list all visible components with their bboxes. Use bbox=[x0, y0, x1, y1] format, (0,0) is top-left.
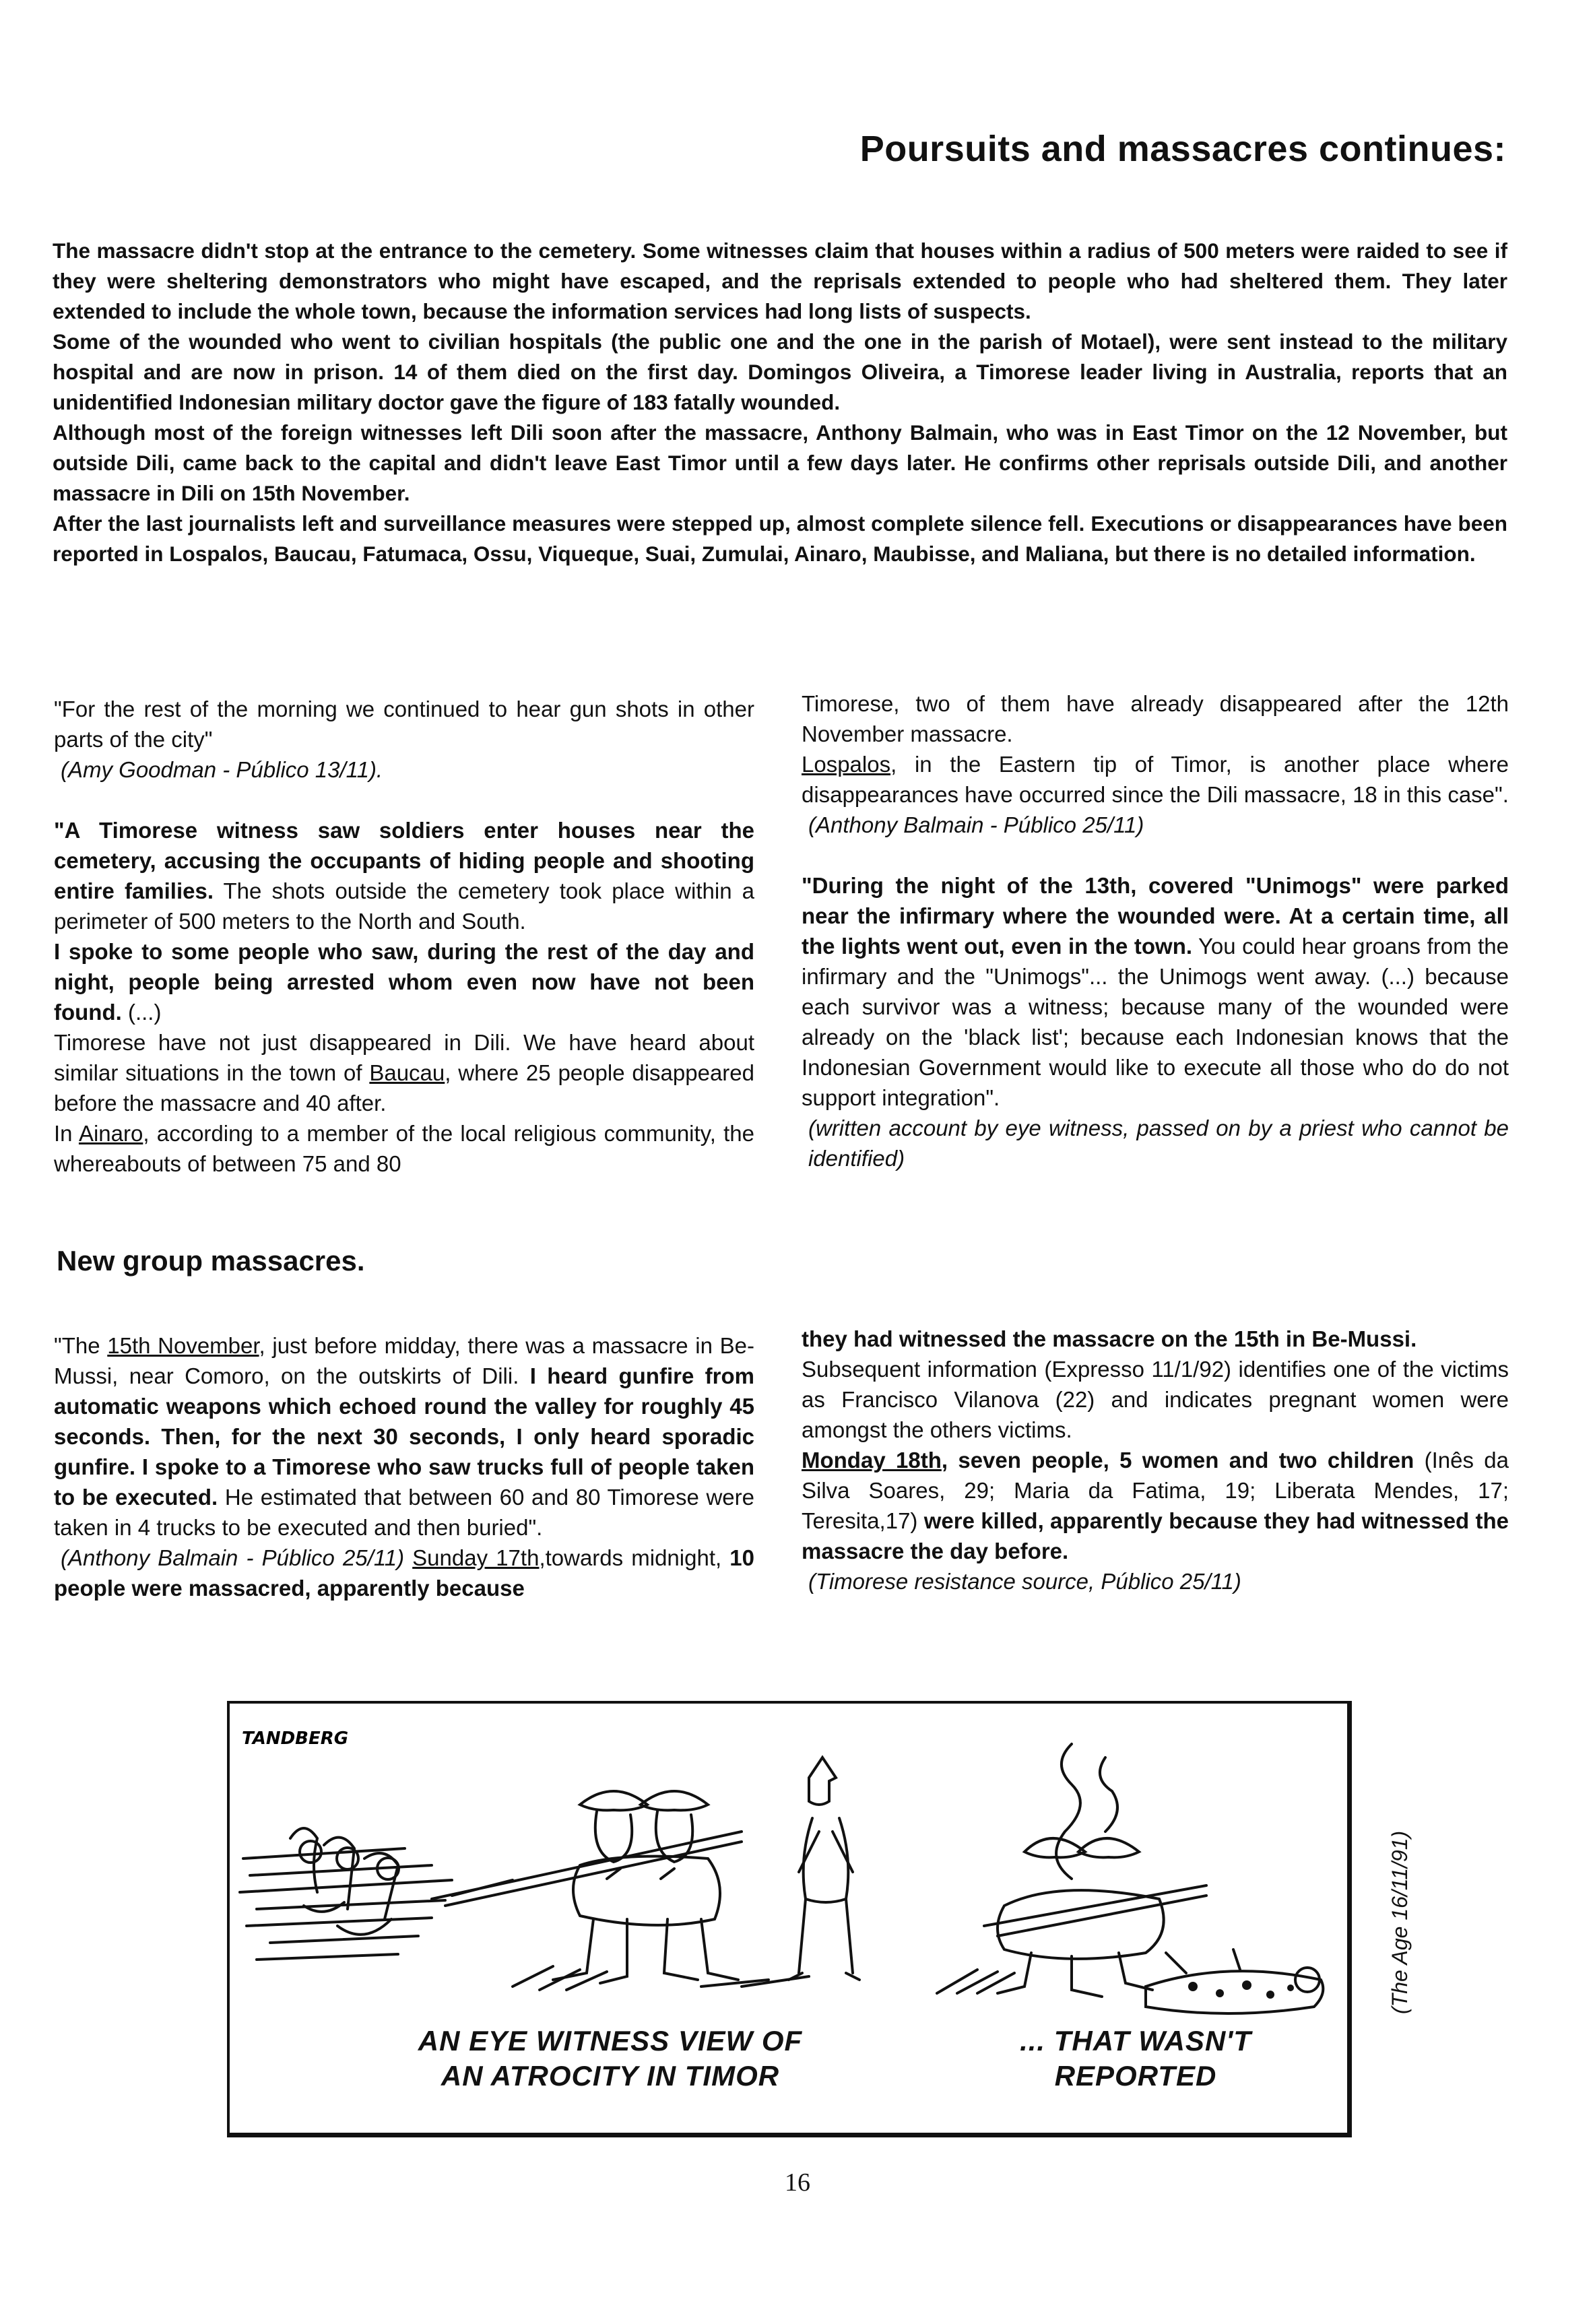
paragraph-expresso: Subsequent information (Expresso 11/1/92) identifies one of the victims as Francisco Vilanova (22) and indicates pregnant women were amongst the others victims. bbox=[802, 1357, 1509, 1442]
cartoon-signature: TANDBERG bbox=[242, 1729, 349, 1749]
date-monday-18th: Monday 18th bbox=[802, 1448, 942, 1473]
paragraph-ainaro-b: , according to a member of the local religious community, the whereabouts of between 75 and 80 bbox=[54, 1121, 755, 1176]
column-3 bbox=[54, 1330, 754, 1603]
be-mussi-a: "The bbox=[54, 1333, 108, 1358]
be-mussi-bold: I heard gunfire from automatic weapons which echoed round the valley for roughly 45 seconds. Then, for the next 30 seconds, I only heard sporadic gunfire. I spoke to a Timorese who saw trucks full of people taken to be executed. bbox=[54, 1363, 754, 1510]
intro-paragraph-3: Although most of the foreign witnesses left Dili soon after the massacre, Anthony Balmain, who was in East Timor on the 12 November, but outside Dili, came back to the capital and didn't leave East Timor until a few days later. He confirms other reprisals outside Dili, and another massacre in Dili on 15th November. bbox=[53, 420, 1507, 505]
intro-text bbox=[53, 236, 1507, 569]
place-lospalos: Lospalos bbox=[802, 752, 891, 777]
source-balmain-1: (Anthony Balmain - Público 25/11) bbox=[808, 812, 1144, 837]
paragraph-witnessed: they had witnessed the massacre on the 15th in Be-Mussi. bbox=[802, 1326, 1417, 1351]
paragraph-lospalos bbox=[802, 749, 1509, 810]
source-resistance: (Timorese resistance source, Público 25/11) bbox=[808, 1569, 1241, 1594]
quote-witness bbox=[54, 815, 754, 936]
paragraph-continued: Timorese, two of them have already disappeared after the 12th November massacre. bbox=[802, 691, 1509, 746]
section-heading: New group massacres. bbox=[57, 1245, 365, 1277]
intro-paragraph-1: The massacre didn't stop at the entrance to the cemetery. Some witnesses claim that houses within a radius of 500 meters were raided to see if they were sheltering demonstrators who might have escaped, and the reprisals extended to people who had sheltered them. They later extended to include the whole town, because the information services had long lists of suspects. bbox=[53, 238, 1507, 323]
paragraph-baucau-a: Timorese have not just disappeared in Dili. We have heard about similar situations in the town of bbox=[54, 1030, 754, 1085]
paragraph-monday bbox=[802, 1445, 1509, 1566]
quote-unimogs-rest: You could hear groans from the infirmary and the "Unimogs"... the Unimogs went away. (...) because each survivor was a witness; because many of the wounded were already on the 'black list'; because each Indonesian knows that the Indonesian Government would like to execute all those who do do not support integration". bbox=[802, 934, 1509, 1110]
sunday-e: ,towards midnight, bbox=[539, 1545, 730, 1570]
source-priest: (written account by eye witness, passed on by a priest who cannot be identified) bbox=[808, 1116, 1509, 1171]
quote-arrests-bold: I spoke to some people who saw, during the rest of the day and night, people being arrested whom even now have not been found. bbox=[54, 939, 754, 1025]
paragraph-ainaro-a: In bbox=[54, 1121, 79, 1146]
be-mussi-b: , just before midday, there was a massacre in Be-Mussi, near Comoro, on the outskirts of Dili. bbox=[54, 1333, 754, 1388]
paragraph-be-mussi bbox=[54, 1330, 754, 1543]
monday-bold-2: were killed, apparently because they had witnessed the massacre the day before. bbox=[802, 1508, 1509, 1563]
page-number: 16 bbox=[785, 2168, 810, 2197]
quote-unimogs-bold: "During the night of the 13th, covered "Unimogs" were parked near the infirmary where the wounded were. At a certain time, all the lights went out, even in the town. bbox=[802, 873, 1509, 959]
quote-arrests bbox=[54, 936, 754, 1027]
date-15th-november: 15th November bbox=[107, 1333, 259, 1358]
source-balmain-2: (Anthony Balmain - Público 25/11) bbox=[61, 1545, 405, 1570]
source-goodman: (Amy Goodman - Público 13/11). bbox=[61, 757, 383, 782]
place-baucau: Baucau bbox=[369, 1060, 445, 1085]
paragraph-baucau bbox=[54, 1027, 754, 1118]
be-mussi-d: He estimated that between 60 and 80 Timorese were taken in 4 trucks to be executed and then buried". bbox=[54, 1485, 754, 1540]
paragraph-ainaro bbox=[54, 1118, 754, 1179]
cartoon-caption-right: ... THAT WASN'T REPORTED bbox=[1020, 2025, 1251, 2092]
intro-paragraph-4: After the last journalists left and surveillance measures were stepped up, almost complete silence fell. Executions or disappearances have been reported in Lospalos, Baucau, Fatumaca, Ossu, Viqueque, Suai, Zumulai, Ainaro, Maubisse, and Maliana, but there is no detailed information. bbox=[53, 511, 1507, 566]
cartoon-caption-left: AN EYE WITNESS VIEW OF AN ATROCITY IN TIMOR bbox=[418, 2025, 803, 2092]
date-sunday-17th: Sunday 17th bbox=[412, 1545, 540, 1570]
quote-witness-bold: "A Timorese witness saw soldiers enter houses near the cemetery, accusing the occupants of hiding people and shooting entire families. bbox=[54, 818, 754, 903]
cartoon-credit: (The Age 16/11/91) bbox=[1388, 1830, 1412, 2014]
monday-names: (Inês da Silva Soares, 29; Maria da Fatima, 19; Liberata Mendes, 17; Teresita,17) bbox=[802, 1448, 1509, 1533]
quote-unimogs bbox=[802, 870, 1509, 1113]
firing-squad-scene bbox=[240, 1744, 1323, 2013]
paragraph-sunday bbox=[54, 1543, 754, 1603]
column-2 bbox=[802, 688, 1509, 1173]
quote-witness-rest: The shots outside the cemetery took place within a perimeter of 500 meters to the North and South. bbox=[54, 878, 754, 934]
paragraph-baucau-b: , where 25 people disappeared before the massacre and 40 after. bbox=[54, 1060, 754, 1116]
body-spots bbox=[1188, 1980, 1294, 1999]
quote-goodman: "For the rest of the morning we continued to hear gun shots in other parts of the city" bbox=[54, 697, 754, 752]
quote-arrests-tail: (...) bbox=[121, 1000, 162, 1025]
page-title: Poursuits and massacres continues: bbox=[859, 129, 1506, 169]
editorial-cartoon bbox=[227, 1701, 1352, 2137]
column-1 bbox=[54, 694, 754, 1179]
monday-bold: , seven people, 5 women and two children bbox=[941, 1448, 1414, 1473]
column-4 bbox=[802, 1324, 1509, 1596]
sunday-bold: 10 people were massacred, apparently because bbox=[54, 1545, 754, 1601]
intro-paragraph-2: Some of the wounded who went to civilian hospitals (the public one and the one in the parish of Motael), were sent instead to the military hospital and are now in prison. 14 of them died on the first day. Domingos Oliveira, a Timorese leader living in Australia, reports that an unidentified Indonesian military doctor gave the figure of 183 fatally wounded. bbox=[53, 329, 1507, 414]
place-ainaro: Ainaro bbox=[78, 1121, 143, 1146]
paragraph-lospalos-rest: , in the Eastern tip of Timor, is another place where disappearances have occurred since the Dili massacre, 18 in this case". bbox=[802, 752, 1509, 807]
